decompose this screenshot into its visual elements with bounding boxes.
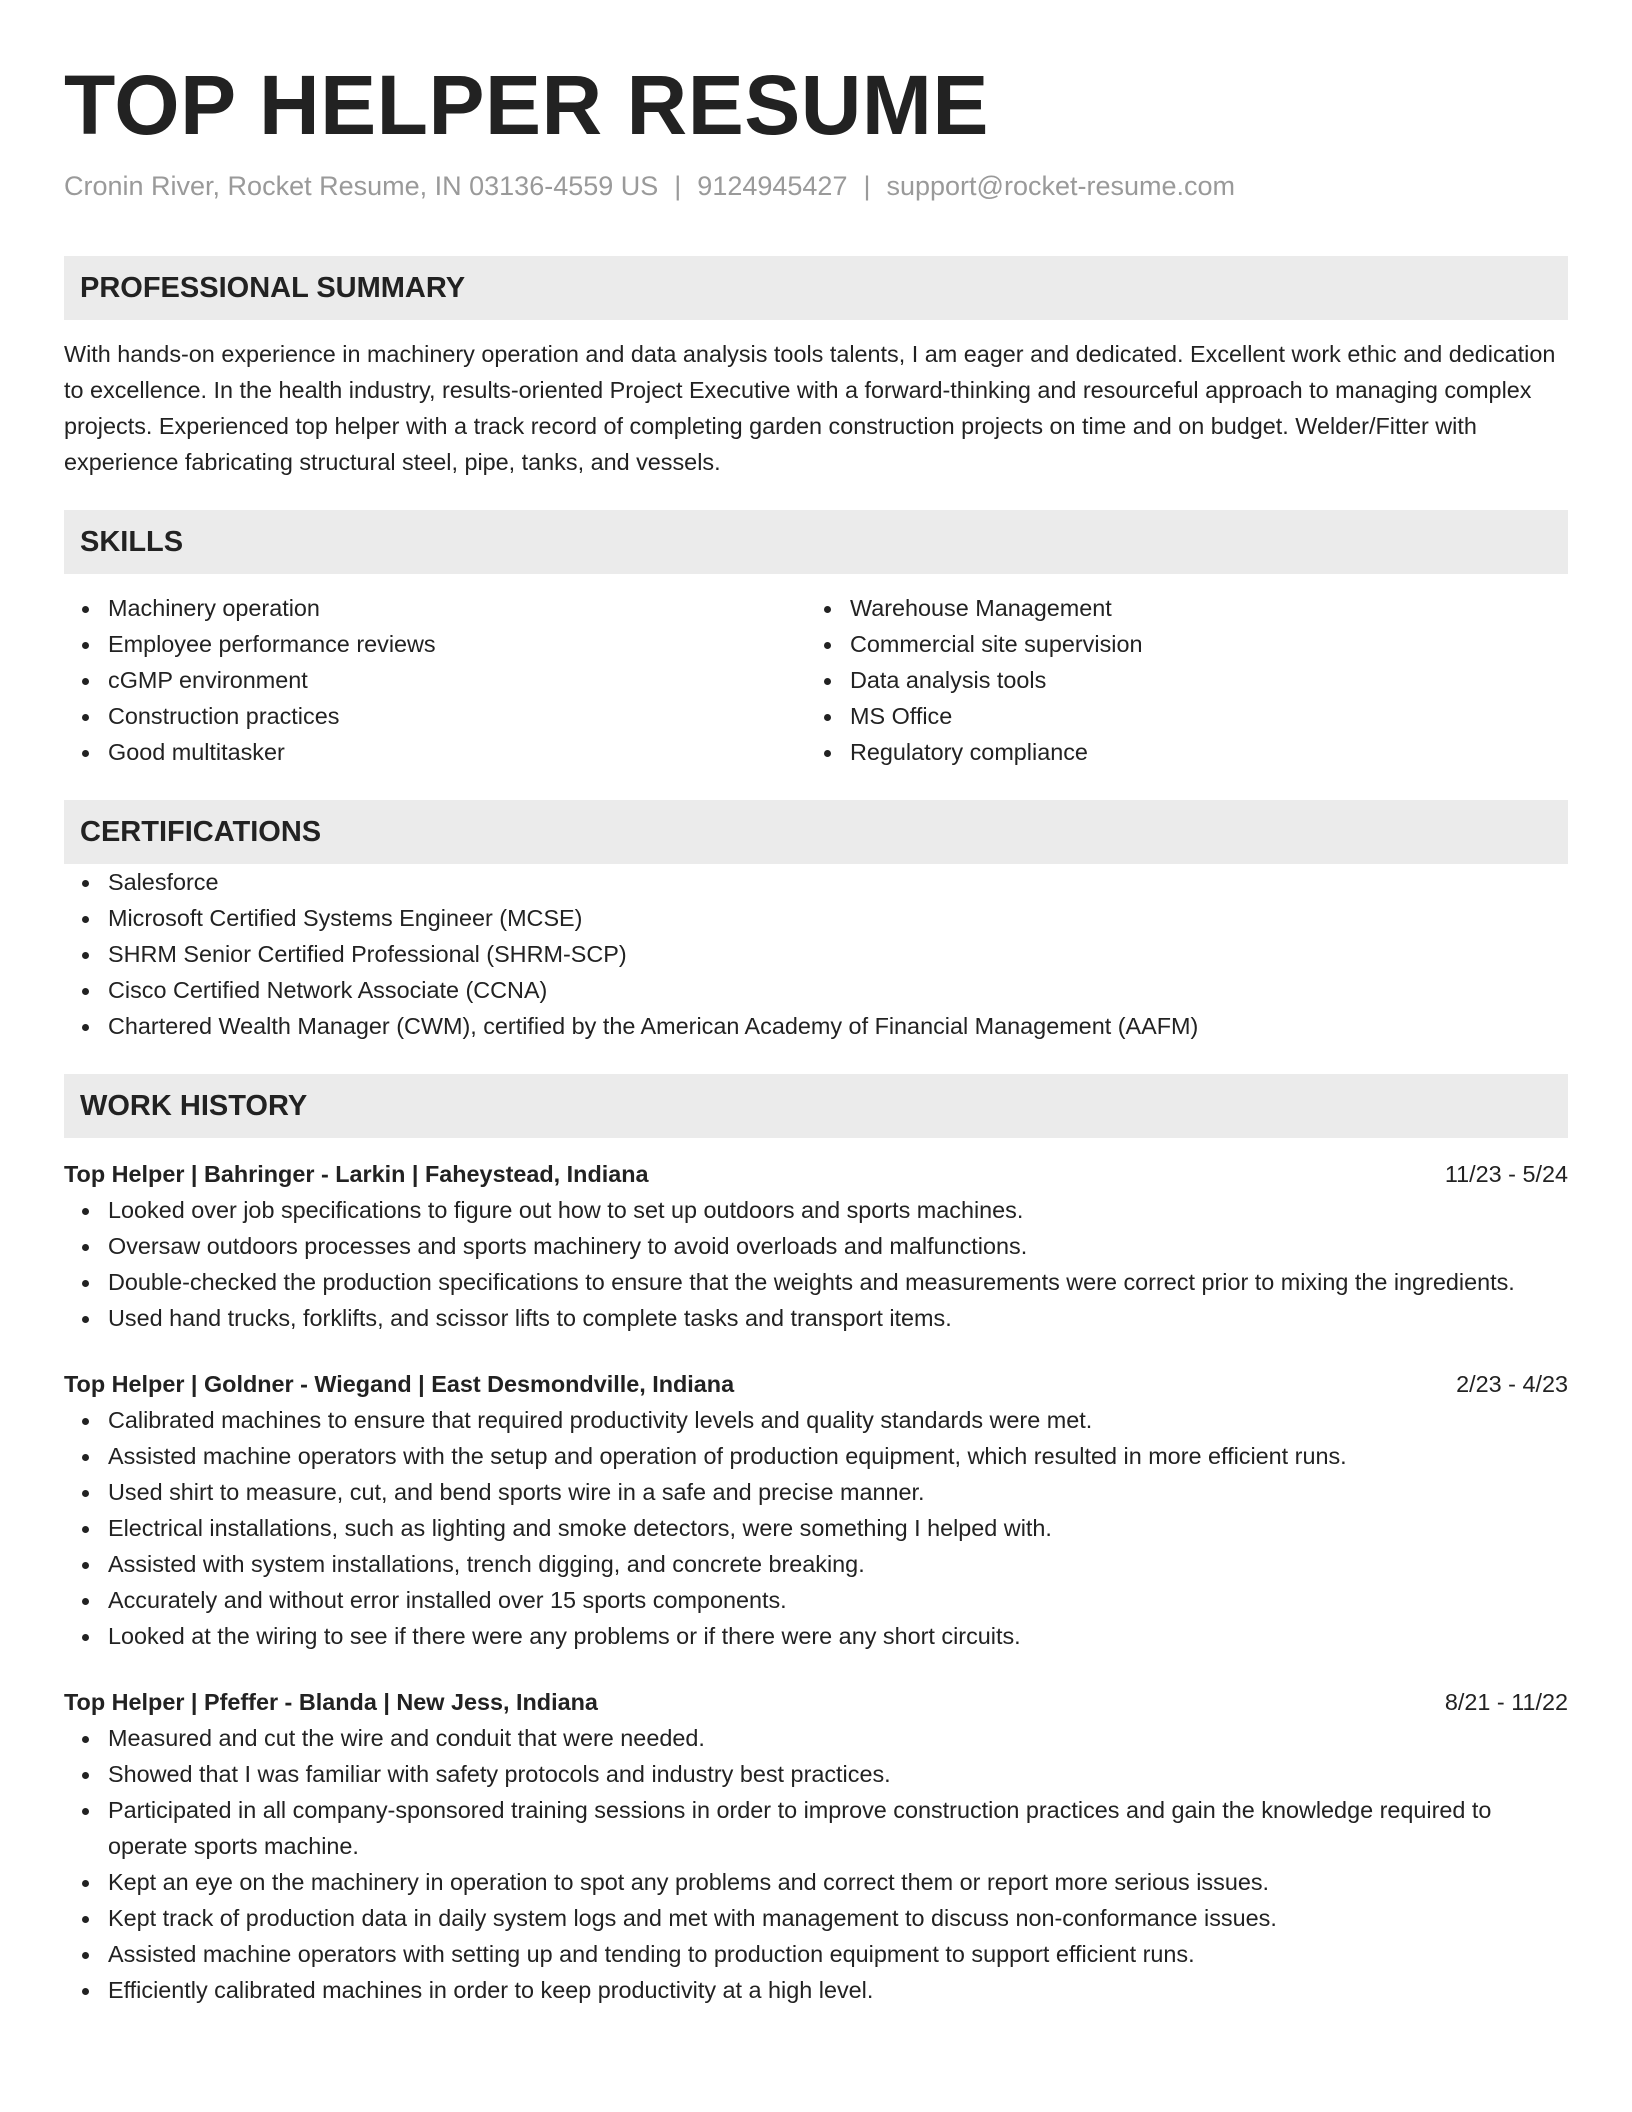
- contact-separator: |: [863, 171, 871, 201]
- skills-grid: [64, 590, 1568, 770]
- job-duty: Assisted machine operators with the setup and operation of production equipment, which resulted in more efficient runs.: [64, 1438, 1568, 1474]
- job-duty: Efficiently calibrated machines in order to keep productivity at a high level.: [64, 1972, 1568, 2008]
- certifications-list: [64, 864, 1568, 1044]
- job-duty: Electrical installations, such as lighting and smoke detectors, were something I helped with.: [64, 1510, 1568, 1546]
- certification-item: Microsoft Certified Systems Engineer (MCSE): [64, 900, 1568, 936]
- job-duty: Calibrated machines to ensure that required productivity levels and quality standards were met.: [64, 1402, 1568, 1438]
- skill-item: Warehouse Management: [806, 590, 1548, 626]
- job-duty: Accurately and without error installed over 15 sports components.: [64, 1582, 1568, 1618]
- job-duty: Assisted with system installations, trench digging, and concrete breaking.: [64, 1546, 1568, 1582]
- job-title: Top Helper | Bahringer - Larkin | Faheystead, Indiana: [64, 1161, 649, 1187]
- skill-item: Construction practices: [64, 698, 806, 734]
- job-duty: Looked at the wiring to see if there were any problems or if there were any short circuits.: [64, 1618, 1568, 1654]
- job-entry: [64, 1156, 1568, 1336]
- job-entry: [64, 1684, 1568, 2008]
- work-history-heading: WORK HISTORY: [64, 1074, 1568, 1138]
- certification-item: Cisco Certified Network Associate (CCNA): [64, 972, 1568, 1008]
- job-duty: Used hand trucks, forklifts, and scissor lifts to complete tasks and transport items.: [64, 1300, 1568, 1336]
- job-duty: Looked over job specifications to figure out how to set up outdoors and sports machines.: [64, 1192, 1568, 1228]
- certification-item: Salesforce: [64, 864, 1568, 900]
- job-duty: Measured and cut the wire and conduit that were needed.: [64, 1720, 1568, 1756]
- skill-item: Good multitasker: [64, 734, 806, 770]
- job-header: [64, 1684, 1568, 1720]
- job-duties-list: [64, 1720, 1568, 2008]
- skills-list-right: [806, 590, 1548, 770]
- job-dates: 2/23 - 4/23: [1456, 1371, 1568, 1397]
- summary-heading: PROFESSIONAL SUMMARY: [64, 256, 1568, 320]
- job-duty: Oversaw outdoors processes and sports machinery to avoid overloads and malfunctions.: [64, 1228, 1568, 1264]
- certifications-heading: CERTIFICATIONS: [64, 800, 1568, 864]
- resume-title: TOP HELPER RESUME: [64, 58, 989, 152]
- job-duty: Assisted machine operators with setting up and tending to production equipment to support efficient runs.: [64, 1936, 1568, 1972]
- skill-item: MS Office: [806, 698, 1548, 734]
- job-entry: [64, 1366, 1568, 1654]
- contact-line: [64, 168, 1568, 204]
- job-duty: Kept an eye on the machinery in operation to spot any problems and correct them or report more serious issues.: [64, 1864, 1568, 1900]
- contact-separator: |: [674, 171, 682, 201]
- summary-text: With hands-on experience in machinery operation and data analysis tools talents, I am eager and dedicated. Excellent work ethic and dedication to excellence. In the health industry, results-oriented Project Executive with a forward-thinking and resourceful approach to managing complex projects. Experienced top helper with a track record of completing garden construction projects on time and on budget. Welder/Fitter with experience fabricating structural steel, pipe, tanks, and vessels.: [64, 341, 1556, 475]
- certification-item: Chartered Wealth Manager (CWM), certified by the American Academy of Financial Management (AAFM): [64, 1008, 1568, 1044]
- job-duty: Used shirt to measure, cut, and bend sports wire in a safe and precise manner.: [64, 1474, 1568, 1510]
- skill-item: cGMP environment: [64, 662, 806, 698]
- job-dates: 8/21 - 11/22: [1444, 1689, 1568, 1715]
- skills-column-left: [64, 590, 806, 770]
- contact-email: support@rocket-resume.com: [886, 171, 1236, 201]
- job-dates: 11/23 - 5/24: [1444, 1161, 1568, 1187]
- contact-phone: 9124945427: [697, 171, 848, 201]
- certification-item: SHRM Senior Certified Professional (SHRM-SCP): [64, 936, 1568, 972]
- job-duties-list: [64, 1402, 1568, 1654]
- job-duty: Kept track of production data in daily system logs and met with management to discuss non-conformance issues.: [64, 1900, 1568, 1936]
- resume-page: [64, 0, 1568, 2008]
- skill-item: Commercial site supervision: [806, 626, 1548, 662]
- job-duty: Participated in all company-sponsored training sessions in order to improve construction practices and gain the knowledge required to operate sports machine.: [64, 1792, 1568, 1864]
- skill-item: Data analysis tools: [806, 662, 1548, 698]
- skills-column-right: [806, 590, 1548, 770]
- job-duties-list: [64, 1192, 1568, 1336]
- skills-list-left: [64, 590, 806, 770]
- job-header: [64, 1156, 1568, 1192]
- job-header: [64, 1366, 1568, 1402]
- job-title: Top Helper | Pfeffer - Blanda | New Jess, Indiana: [64, 1689, 598, 1715]
- skill-item: Machinery operation: [64, 590, 806, 626]
- contact-address: Cronin River, Rocket Resume, IN 03136-4559 US: [64, 171, 659, 201]
- skill-item: Regulatory compliance: [806, 734, 1548, 770]
- job-duty: Double-checked the production specifications to ensure that the weights and measurements were correct prior to mixing the ingredients.: [64, 1264, 1568, 1300]
- job-duty: Showed that I was familiar with safety protocols and industry best practices.: [64, 1756, 1568, 1792]
- skills-heading: SKILLS: [64, 510, 1568, 574]
- skill-item: Employee performance reviews: [64, 626, 806, 662]
- job-title: Top Helper | Goldner - Wiegand | East Desmondville, Indiana: [64, 1371, 735, 1397]
